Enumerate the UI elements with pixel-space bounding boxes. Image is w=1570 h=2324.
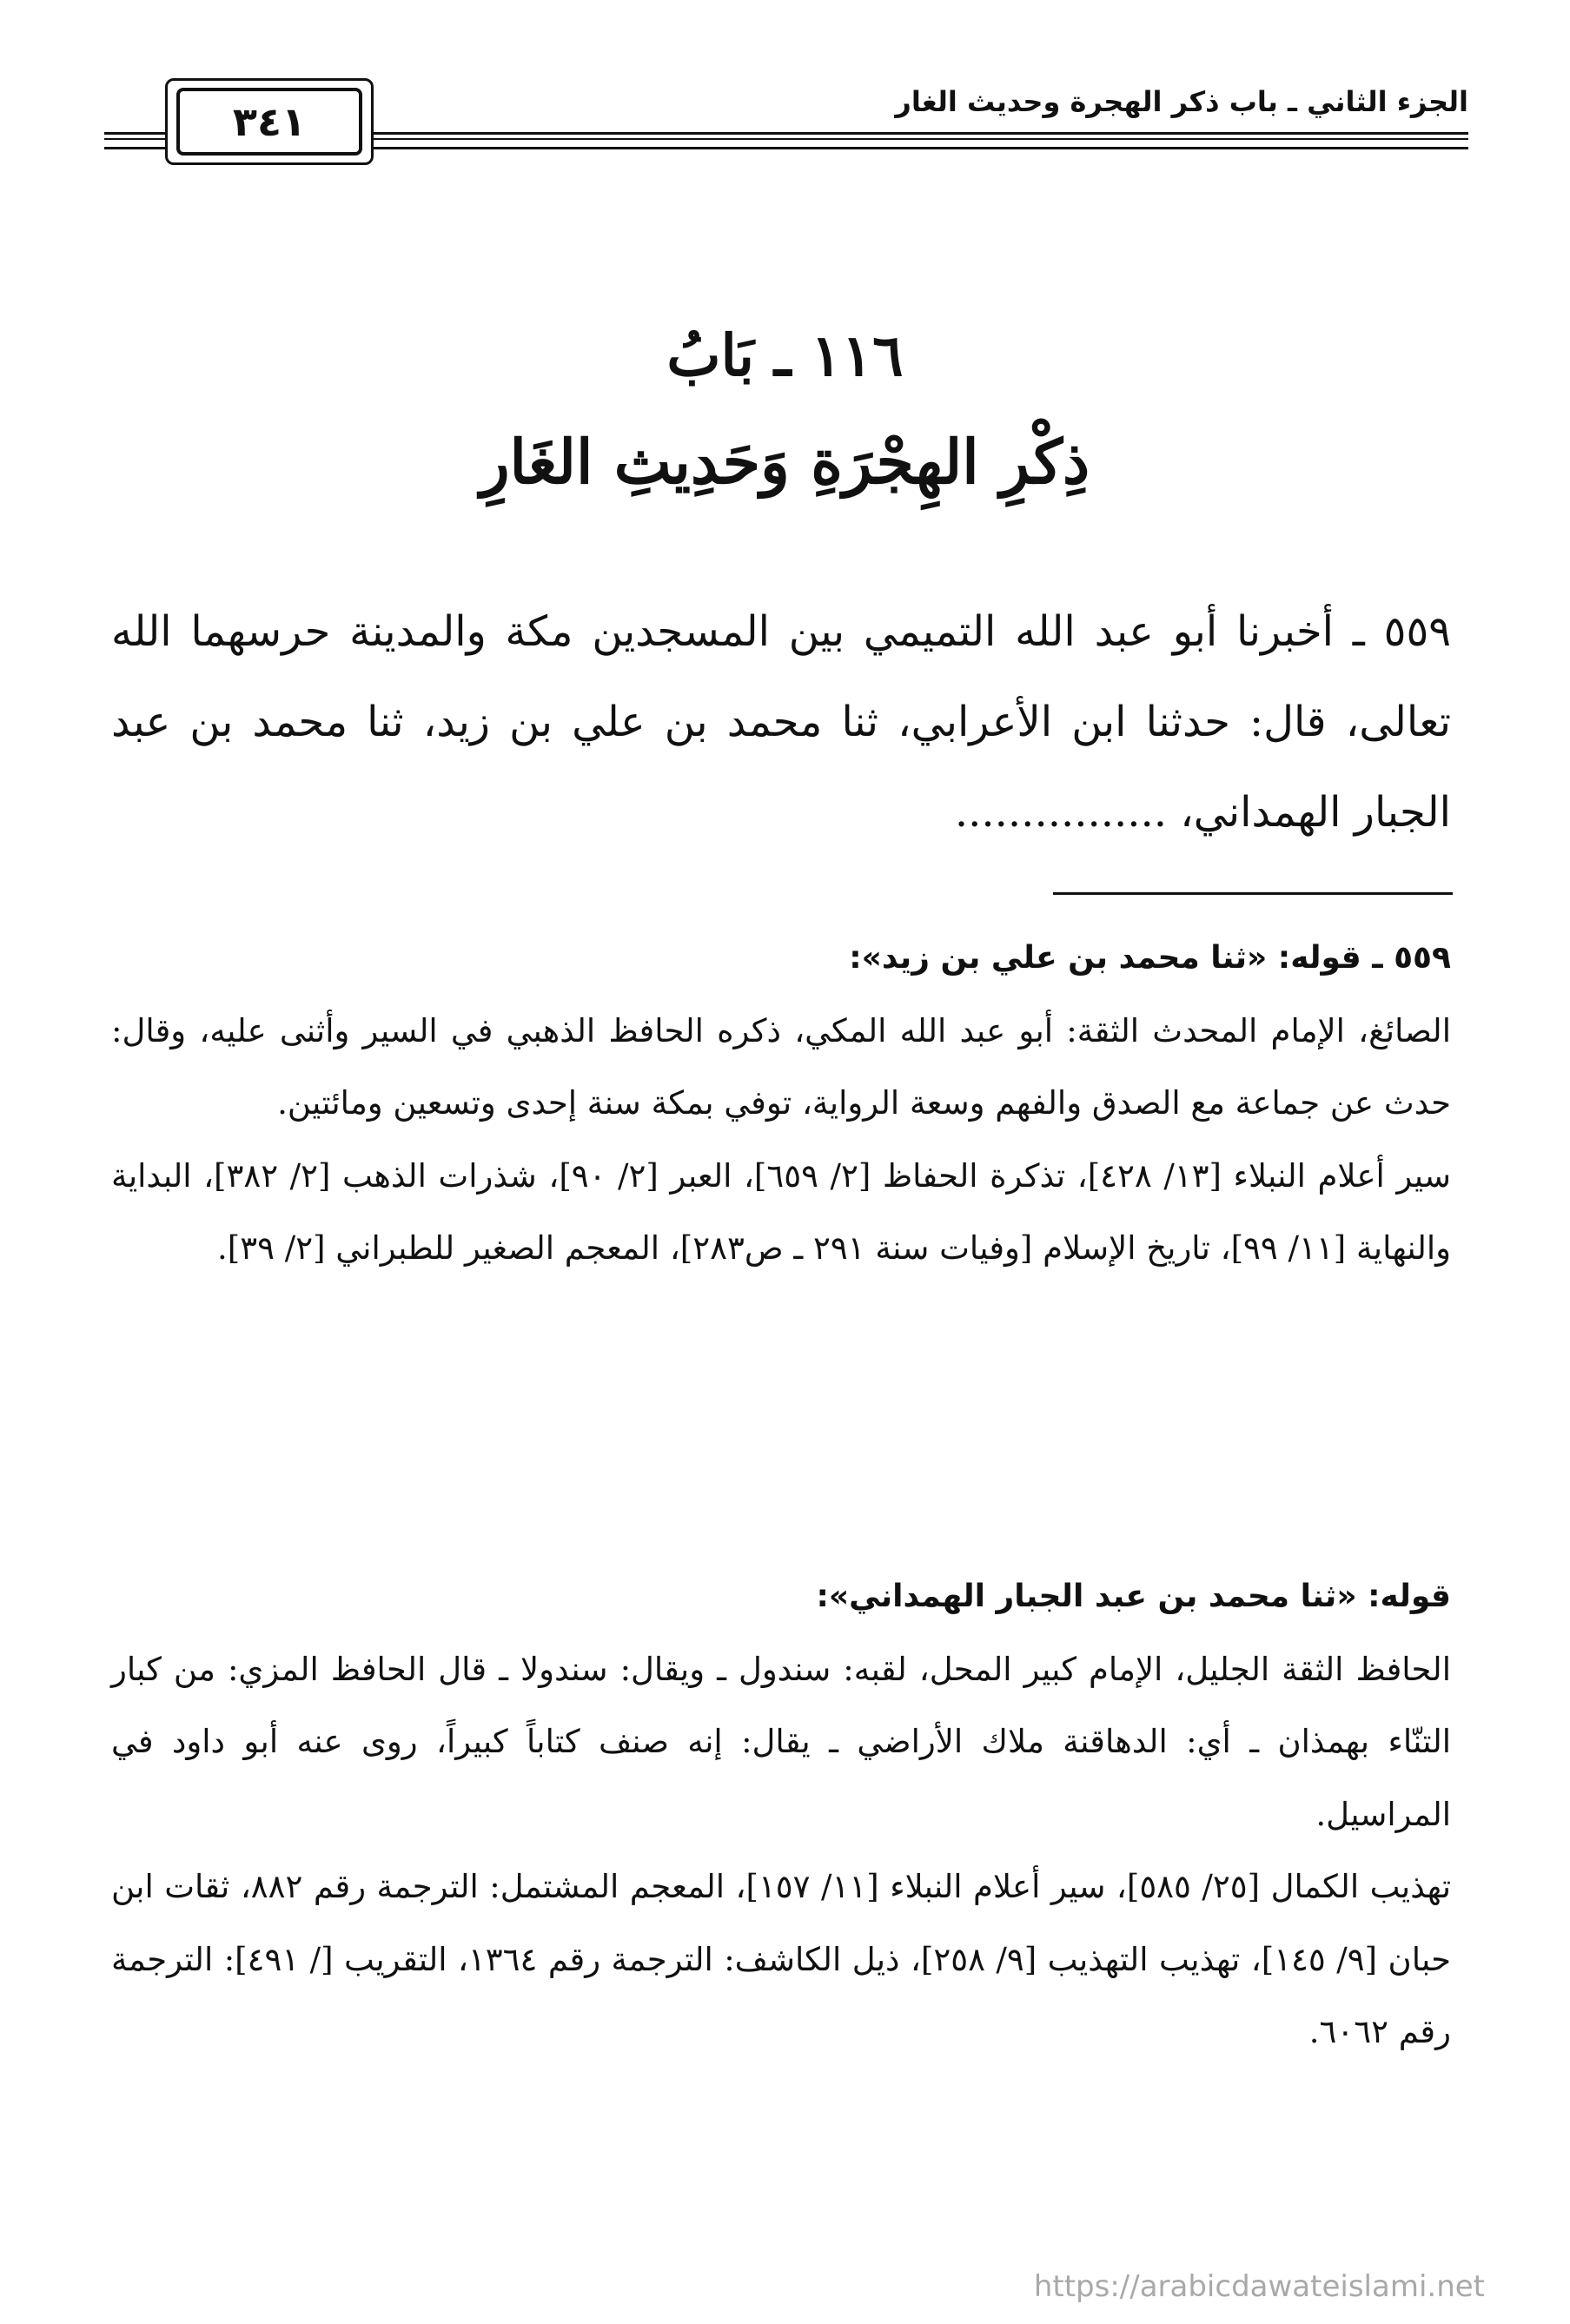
chapter-title: ذِكْرِ الهِجْرَةِ وَحَدِيثِ الغَارِ — [480, 426, 1090, 498]
footnote-2 — [111, 1559, 1451, 2069]
chapter-number: ١١٦ ـ بَابُ — [666, 321, 904, 389]
footnote-2-biography: الحافظ الثقة الجليل، الإمام كبير المحل، لقبه: سندول ـ ويقال: سندولا ـ قال الحافظ المزي: من كبار التنّاء بهمذان ـ أي: الدهاقنة ملاك الأراضي ـ يقال: إنه صنف كتاباً كبيراً، روى عنه أبو داود في المراسيل. — [111, 1650, 1451, 1833]
footnote-1 — [111, 921, 1451, 1285]
hadith-ellipsis: ................ — [954, 788, 1168, 837]
page-number-frame — [165, 78, 374, 165]
watermark-url: https://arabicdawateislami.net — [1033, 2269, 1485, 2304]
footnote-2-references: تهذيب الكمال [٢٥/ ٥٨٥]، سير أعلام النبلاء [١١/ ١٥٧]، المعجم المشتمل: الترجمة رقم ٨٨٢، ثقات ابن حبان [٩/ ١٤٥]، تهذيب التهذيب [٩/ ٢٥٨]، ذيل الكاشف: الترجمة رقم ١٣٦٤، التقريب [/ ٤٩١]: الترجمة رقم ٦٠٦٢. — [111, 1868, 1452, 2050]
footnote-2-heading: قوله: «ثنا محمد بن عبد الجبار الهمداني»: — [816, 1579, 1451, 1614]
page-header — [104, 78, 1468, 174]
footnote-separator — [1053, 892, 1453, 895]
hadith-body: ٥٥٩ ـ أخبرنا أبو عبد الله التميمي بين المسجدين مكة والمدينة حرسهما الله تعالى، قال: حدثنا ابن الأعرابي، ثنا محمد بن علي بن زيد، ثنا محمد بن عبد الجبار الهمداني، — [111, 607, 1452, 837]
footnote-1-heading: ٥٥٩ ـ قوله: «ثنا محمد بن علي بن زيد»: — [849, 940, 1451, 976]
page-number: ٣٤١ — [176, 88, 362, 156]
running-title: الجزء الثاني ـ باب ذكر الهجرة وحديث الغار — [895, 85, 1468, 118]
footnote-1-biography: الصائغ، الإمام المحدث الثقة: أبو عبد الله المكي، ذكره الحافظ الذهبي في السير وأثنى عليه، وقال: حدث عن جماعة مع الصدق والفهم وسعة الرواية، توفي بمكة سنة إحدى وتسعين ومائتين. — [111, 1011, 1451, 1122]
footnote-1-references: سير أعلام النبلاء [١٣/ ٤٢٨]، تذكرة الحفاظ [٢/ ٦٥٩]، العبر [٢/ ٩٠]، شذرات الذهب [٢/ ٣٨٢]، البداية والنهاية [١١/ ٩٩]، تاريخ الإسلام [وفيات سنة ٢٩١ ـ ص٢٨٣]، المعجم الصغير للطبراني [٢/ ٣٩]. — [111, 1156, 1451, 1267]
hadith-text — [111, 586, 1451, 857]
